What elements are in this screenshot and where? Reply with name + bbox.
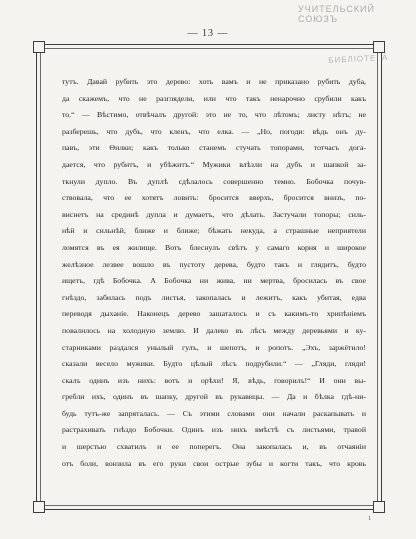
text-line: да скажемъ, что не разглядели, или что такъ ненарочно срубили какъ: [62, 93, 366, 103]
text-line: и шерстью схватилъ и ее поперегъ. Она закопалась и, въ отчаяніи: [62, 442, 366, 452]
frame-corner-ornament: [33, 501, 45, 513]
text-line: нѣй и сильнѣй, ближе и ближе; бѣжать некуда, а страшные неприятели: [62, 226, 366, 236]
text-line: старниками раздался унылый гулъ, и шепотъ, и ропотъ. „Эхъ, заржётило!: [62, 342, 366, 352]
body-text: [62, 74, 366, 472]
frame-corner-ornament: [373, 41, 385, 53]
text-line: тутъ. Давай рубить это дерево: хоть вамъ и не приказано рубить дуба,: [62, 77, 366, 86]
text-line: желѣзное лезвее вошло въ пустоту дерева, будто такъ и глядитъ, будто: [62, 259, 366, 269]
text-line: то.“ — Вѣстимо, отвѣчалъ другой: это не то, что лѣтомъ; листу нѣтъ; не: [62, 110, 366, 120]
text-line: гребли ихъ, одинъ въ шапку, другой въ рукавицы. — Да и бѣлка гдѣ-ни-: [62, 392, 366, 402]
text-line: разберешь, что дубъ, что кленъ, что елка. — „Но, погоди: вѣдь онъ ду-: [62, 126, 366, 136]
frame-corner-ornament: [373, 501, 385, 513]
text-line: гнѣздо, забилась подъ листья, закопалась и лежитъ, какъ убитая, едва: [62, 292, 366, 302]
text-line: будь тутъ-же запряталась. — Съ этими словами они начали раскапывать и: [62, 408, 366, 418]
text-line: растрахивать гнѣздо Бобочки. Одинъ изъ нихъ вмѣстѣ съ листьями, травой: [62, 425, 366, 435]
signature-mark: 1: [368, 516, 371, 522]
library-stamp-top: УЧИТЕЛЬСКИЙ СОЮЗЪ: [298, 4, 375, 24]
library-stamp-side: БИБЛІОТЕКА: [328, 52, 389, 65]
text-line: ткнули дупло. Въ дуплѣ сдѣлалось совершенно темно. Бобочка почув-: [62, 176, 366, 186]
text-line: павъ, эти Ѳилки; какъ только станемъ стучать топорами, тотчасъ дога-: [62, 143, 366, 153]
text-line: отъ боли, вонзила въ его руки свои острые зубы и когти такъ, что кровь: [62, 458, 366, 468]
text-line: виснетъ на срединѣ дупла и думаетъ, что дѣлать. Застучали топоры; силь-: [62, 209, 366, 219]
text-line: ствовала, что ее хотятъ ловить: бросится вверхъ, бросится внизъ, по-: [62, 193, 366, 203]
text-line: сказали весело мужики. Будто цѣлый лѣсъ подрубили.“ — „Гляди, гляди!: [62, 359, 366, 369]
text-line: скалъ одинъ изъ нихъ: вотъ и орѣхи! Я, вѣдь, говорилъ!“ И они вы-: [62, 375, 366, 385]
text-line: повалилось на холодную землю. И далеко въ лѣсъ между деревьями и ку-: [62, 325, 366, 335]
text-line: ищетъ, гдѣ Бобочка. А Бобочка ни жива, ни мертва, бросилась въ свое: [62, 276, 366, 286]
text-line: дается, что рубитъ, и убѣжитъ.“ Мужики влѣзли на дубъ и шапкой за-: [62, 159, 366, 169]
page-number: — 13 —: [187, 28, 229, 39]
text-line: ломятся въ ея жилище. Вотъ блеснулъ свѣтъ у самаго корня и широкое: [62, 242, 366, 252]
text-line: переводя дыханіе. Наконецъ дерево зашаталось и съ какимъ-то хрипѣніемъ: [62, 309, 366, 319]
frame-corner-ornament: [33, 41, 45, 53]
